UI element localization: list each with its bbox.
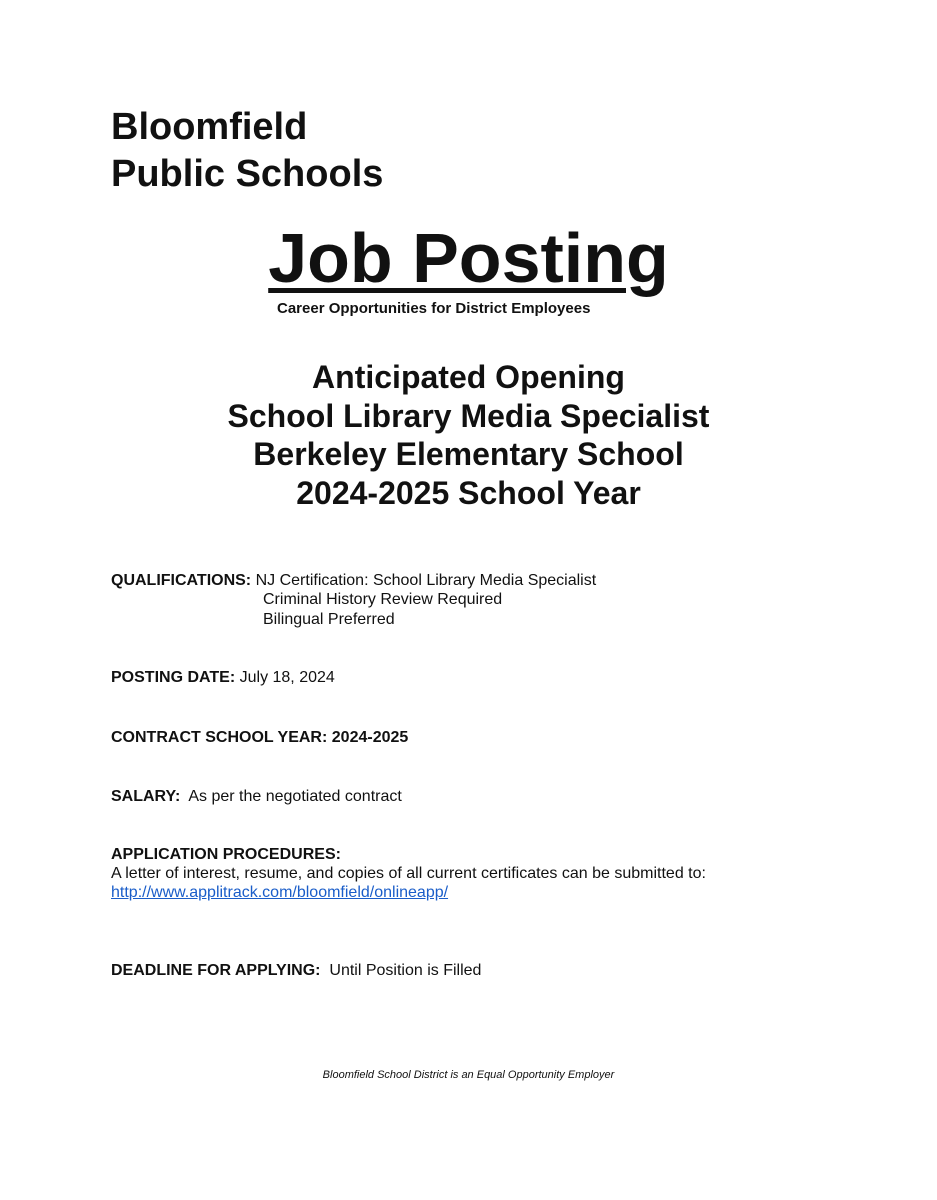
district-name-line2: Public Schools bbox=[111, 153, 384, 195]
deadline-field bbox=[111, 961, 481, 980]
qualifications-item-3: Bilingual Preferred bbox=[263, 610, 395, 628]
page-subtitle: Career Opportunities for District Employees bbox=[277, 300, 591, 317]
application-procedures-field bbox=[111, 845, 706, 902]
position-summary bbox=[0, 358, 937, 512]
deadline-label: DEADLINE FOR APPLYING: bbox=[111, 962, 321, 979]
job-posting-heading: Job Posting bbox=[268, 219, 669, 297]
deadline-value: Until Position is Filled bbox=[329, 962, 482, 979]
posting-date-field bbox=[111, 668, 335, 687]
qualifications-field bbox=[111, 571, 596, 590]
posting-date-label: POSTING DATE: bbox=[111, 669, 236, 686]
district-name bbox=[111, 104, 383, 198]
equal-opportunity-footer: Bloomfield School District is an Equal Opportunity Employer bbox=[322, 1069, 615, 1081]
contract-year-value: 2024-2025 bbox=[331, 729, 409, 746]
application-procedures-label: APPLICATION PROCEDURES: bbox=[111, 846, 341, 863]
qualifications-list bbox=[263, 590, 502, 629]
position-year: 2024-2025 School Year bbox=[296, 474, 641, 511]
qualifications-item-1: NJ Certification: School Library Media Specialist bbox=[255, 572, 597, 589]
position-role: School Library Media Specialist bbox=[227, 397, 710, 434]
qualifications-label: QUALIFICATIONS: bbox=[111, 572, 252, 589]
application-link[interactable]: http://www.applitrack.com/bloomfield/onlineapp/ bbox=[111, 884, 449, 901]
page-title bbox=[0, 218, 937, 298]
district-name-line1: Bloomfield bbox=[111, 106, 308, 148]
contract-year-field bbox=[111, 728, 408, 747]
position-status: Anticipated Opening bbox=[312, 359, 625, 395]
contract-year-label: CONTRACT SCHOOL YEAR: bbox=[111, 729, 328, 746]
posting-date-value: July 18, 2024 bbox=[239, 669, 335, 686]
salary-label: SALARY: bbox=[111, 788, 181, 805]
qualifications-item-2: Criminal History Review Required bbox=[263, 591, 503, 608]
salary-value: As per the negotiated contract bbox=[188, 788, 402, 805]
salary-field bbox=[111, 787, 402, 806]
application-procedures-text: A letter of interest, resume, and copies of all current certificates can be submitted to: bbox=[111, 865, 706, 882]
position-school: Berkeley Elementary School bbox=[253, 436, 684, 472]
